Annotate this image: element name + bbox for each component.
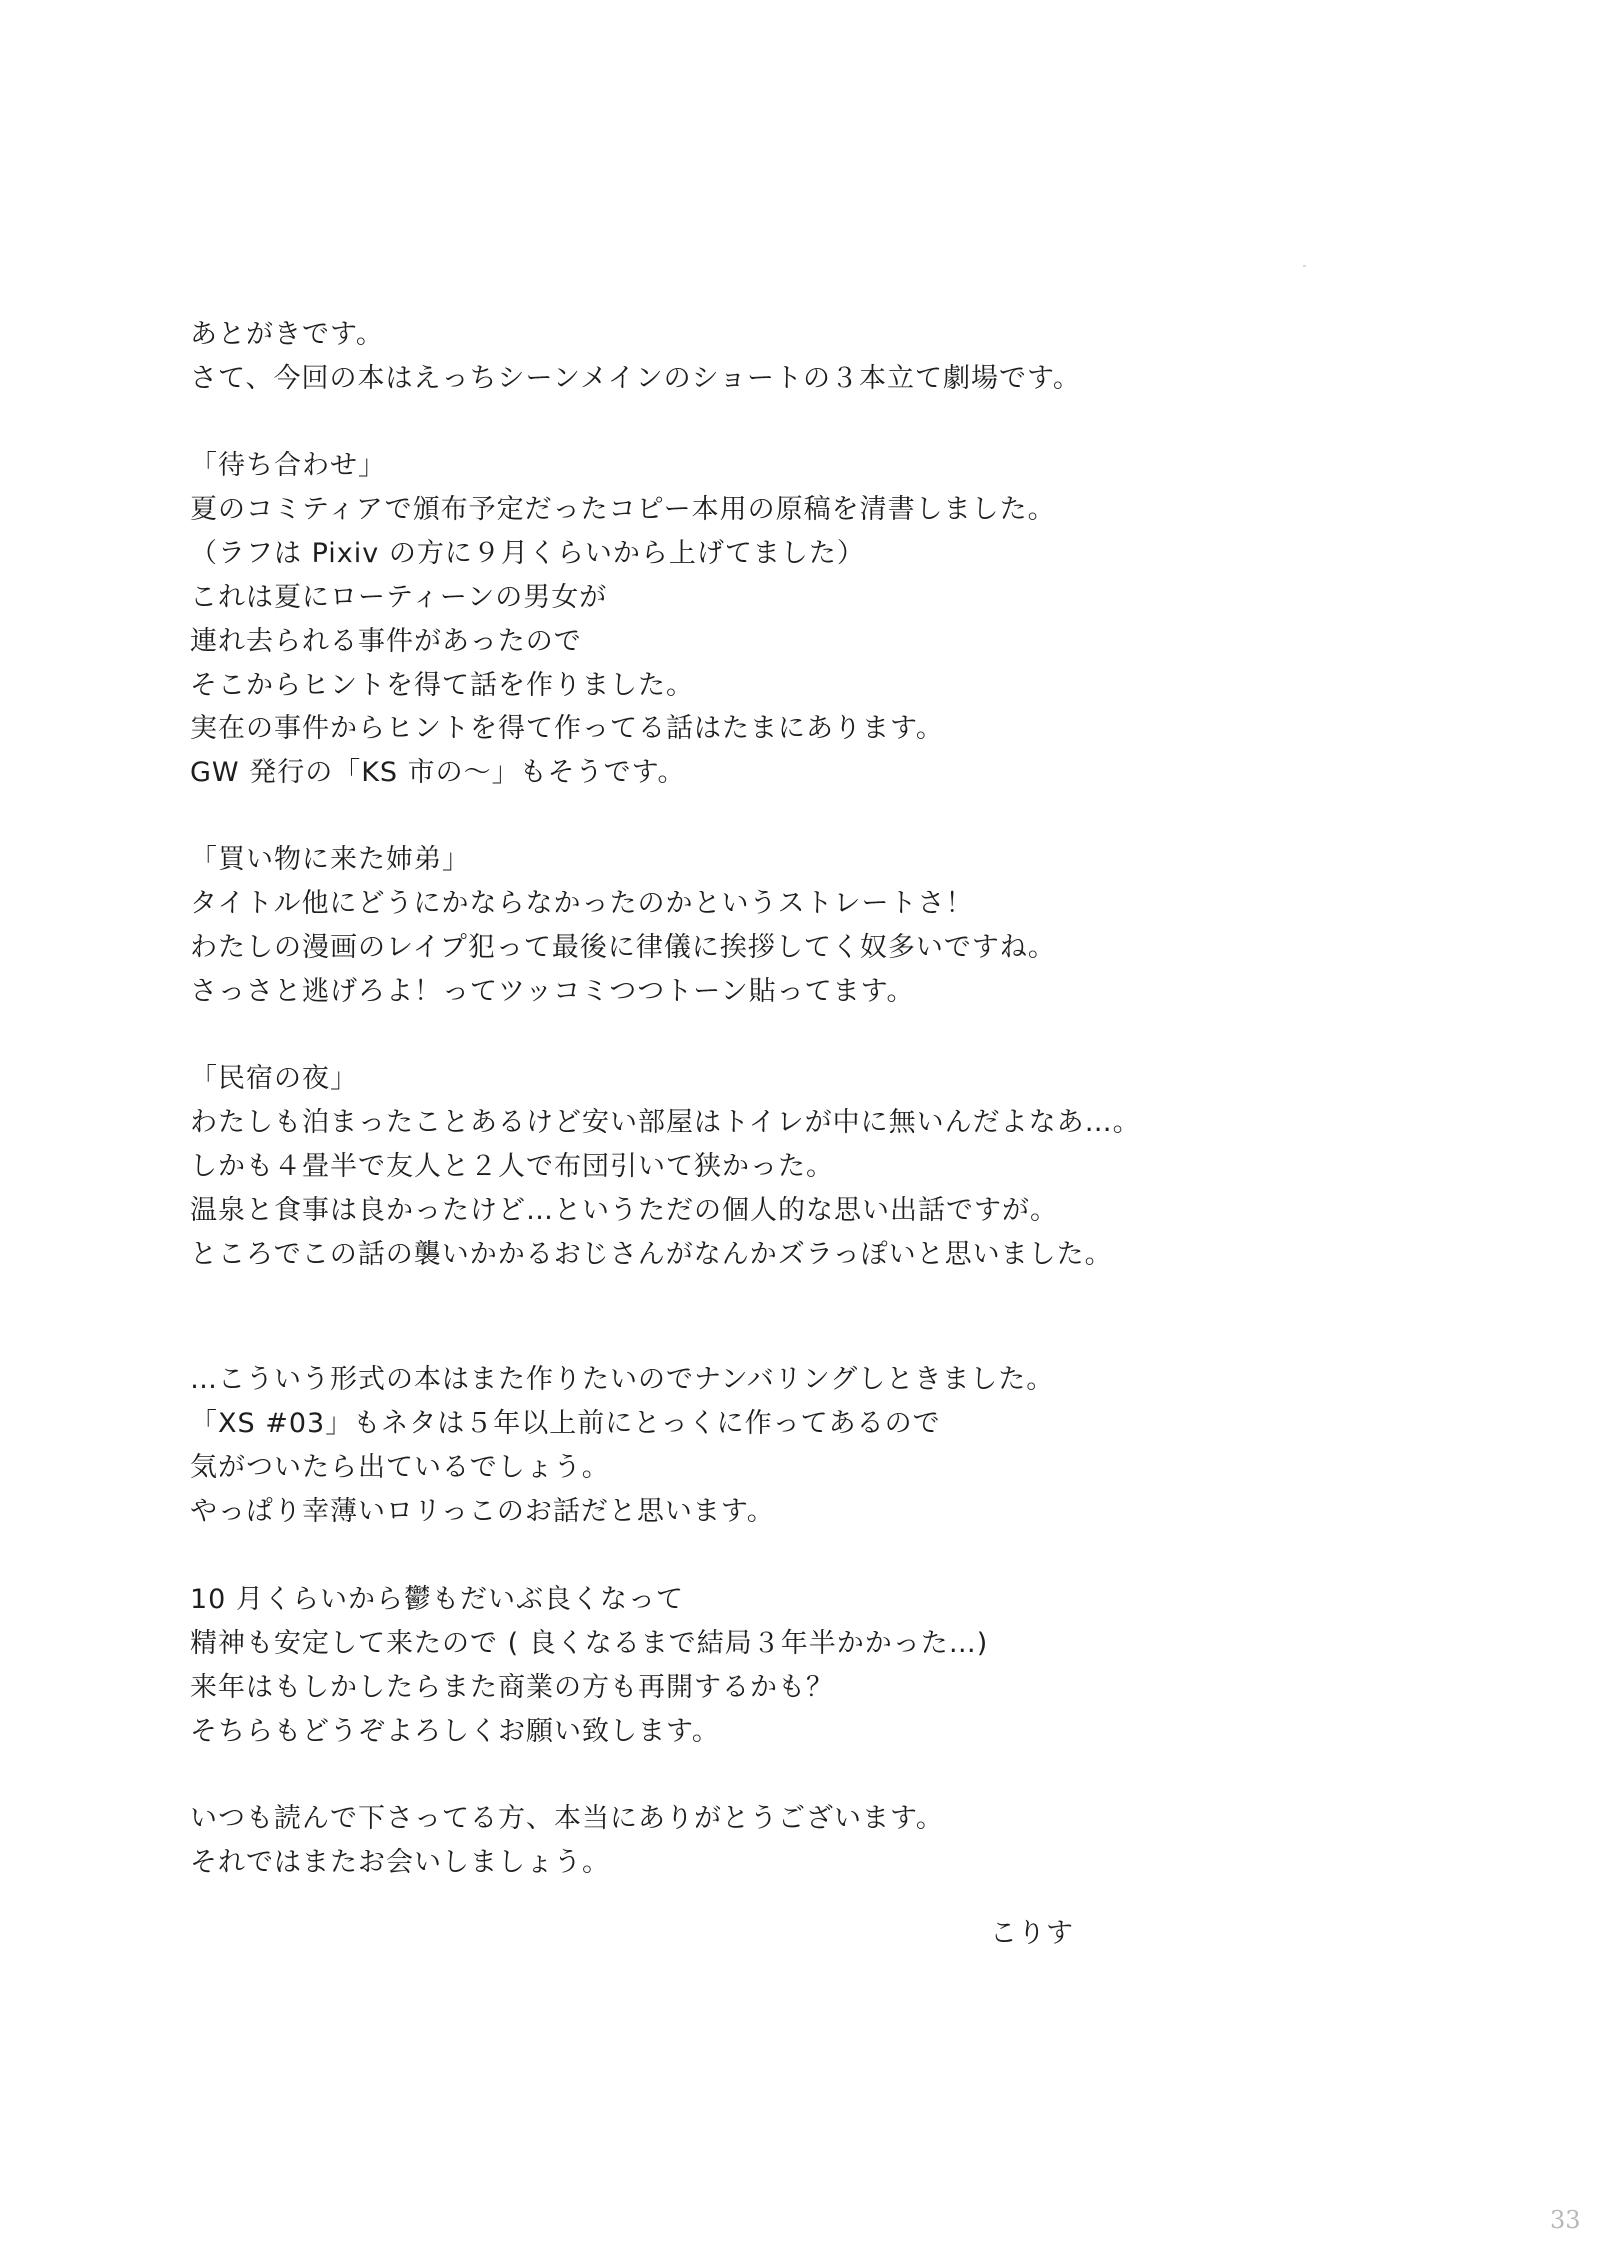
text-line: それではまたお会いしましょう。 [190,1847,610,1878]
text-line: 夏のコミティアで頒布予定だったコピー本用の原稿を清書しました。 [190,494,1056,525]
scan-speck [1303,265,1306,267]
text-line: …こういう形式の本はまた作りたいのでナンバリングしときました。 [190,1364,1055,1395]
text-line: わたしも泊まったことあるけど安い部屋はトイレが中に無いんだよなあ…。 [190,1107,1141,1138]
text-line: 10 月くらいから鬱もだいぶ良くなって [190,1584,684,1615]
text-line: これは夏にローティーンの男女が [190,582,608,613]
section-title-kaimono: 「買い物に来た姉弟」 [190,844,470,875]
text-line: 来年はもしかしたらまた商業の方も再開するかも？ [190,1672,834,1703]
text-line: そちらもどうぞよろしくお願い致します。 [190,1716,720,1747]
text-line: さて、今回の本はえっちシーンメインのショートの３本立て劇場です。 [190,363,1081,394]
text-line: 気がついたら出ているでしょう。 [190,1452,610,1483]
text-line: 「XS #03」もネタは５年以上前にとっくに作ってあるので [190,1408,941,1439]
section-title-minshuku: 「民宿の夜」 [190,1063,358,1094]
section-title-machiawase: 「待ち合わせ」 [190,450,386,481]
text-line: しかも４畳半で友人と２人で布団引いて狭かった。 [190,1151,834,1182]
text-line: やっぱり幸薄いロリっこのお話だと思います。 [190,1496,775,1527]
text-line: 連れ去られる事件があったので [190,626,582,657]
page-number: 33 [1550,2206,1581,2234]
text-line: GW 発行の「KS 市の〜」もそうです。 [190,757,686,788]
text-line: わたしの漫画のレイプ犯って最後に律儀に挨拶してく奴多いですね。 [190,932,1056,963]
text-line: 温泉と食事は良かったけど…というただの個人的な思い出話ですが。 [190,1195,1058,1226]
text-line: 実在の事件からヒントを得て作ってる話はたまにあります。 [190,713,944,744]
text-line: そこからヒントを得て話を作りました。 [190,670,694,701]
text-line: いつも読んで下さってる方、本当にありがとうございます。 [190,1803,944,1834]
author-signature: こりす [990,1918,1074,1949]
text-line: さっさと逃げろよ！ってツッコミつつトーン貼ってます。 [190,976,915,1007]
text-line: 精神も安定して来たので ( 良くなるまで結局３年半かかった…) [190,1628,989,1659]
text-line: （ラフは Pixiv の方に９月くらいから上げてました） [190,538,865,569]
text-line: ところでこの話の襲いかかるおじさんがなんかズラっぽいと思いました。 [190,1239,1113,1270]
text-line: あとがきです。 [190,319,384,350]
text-line: タイトル他にどうにかならなかったのかというストレートさ！ [190,888,974,919]
